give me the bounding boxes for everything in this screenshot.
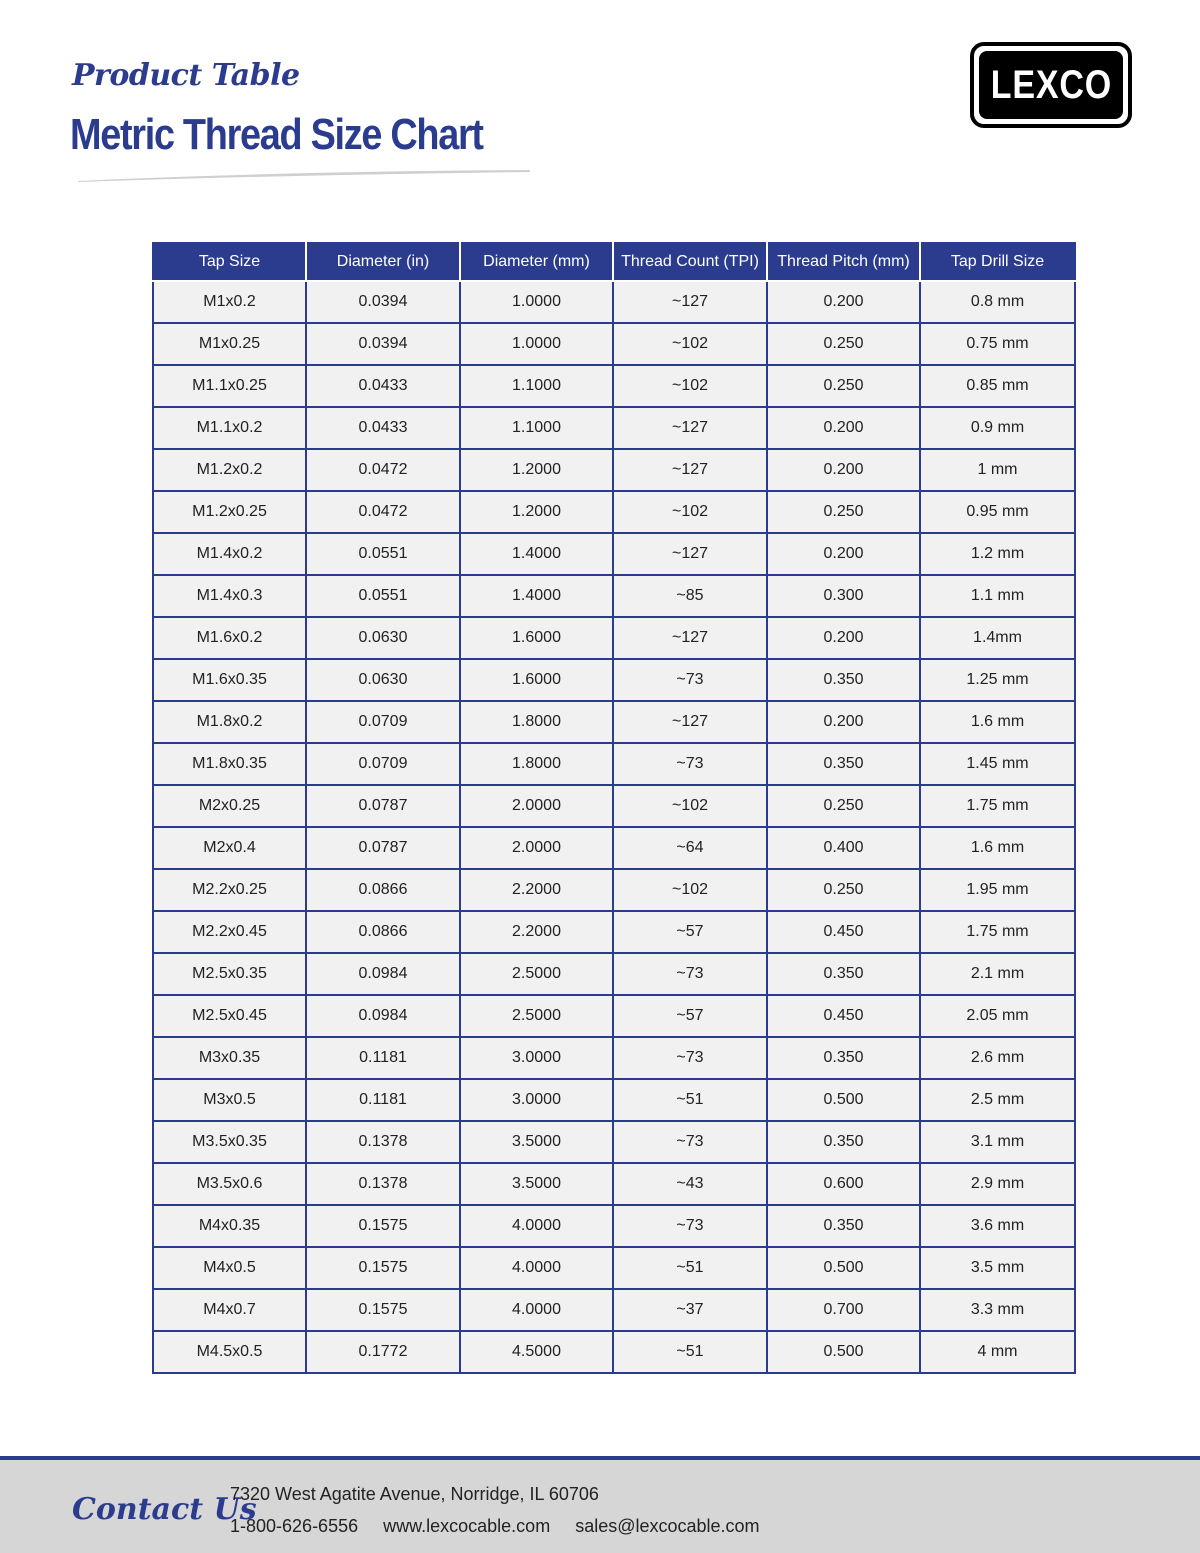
table-cell: 0.0551 [306,533,460,575]
table-cell: 0.200 [767,701,920,743]
table-cell: 0.0866 [306,869,460,911]
table-cell: ~127 [613,701,767,743]
table-cell: M2x0.4 [153,827,306,869]
table-row [153,281,1075,323]
table-row [153,449,1075,491]
table-cell: M4.5x0.5 [153,1331,306,1373]
table-cell: 1.75 mm [920,785,1075,827]
column-header: Thread Pitch (mm) [767,243,920,281]
table-row [153,659,1075,701]
table-cell: 0.200 [767,281,920,323]
table-cell: 0.1378 [306,1121,460,1163]
table-cell: 1.1 mm [920,575,1075,617]
table-cell: ~51 [613,1079,767,1121]
contact-phone[interactable]: 1-800-626-6556 [230,1516,359,1536]
table-cell: 4.0000 [460,1289,613,1331]
table-cell: M1.4x0.3 [153,575,306,617]
contact-details [230,1516,780,1537]
column-header: Thread Count (TPI) [613,243,767,281]
column-header: Diameter (in) [306,243,460,281]
table-cell: 0.300 [767,575,920,617]
column-header: Diameter (mm) [460,243,613,281]
table-cell: 1.1000 [460,365,613,407]
table-cell: M1.6x0.35 [153,659,306,701]
table-cell: 0.0394 [306,323,460,365]
table-cell: 0.9 mm [920,407,1075,449]
table-cell: ~73 [613,1037,767,1079]
table-cell: 0.85 mm [920,365,1075,407]
table-cell: 0.250 [767,869,920,911]
contact-address: 7320 West Agatite Avenue, Norridge, IL 60706 [230,1484,599,1504]
table-row [153,743,1075,785]
table-cell: 0.250 [767,323,920,365]
table-cell: 0.0630 [306,659,460,701]
table-cell: 0.0433 [306,407,460,449]
table-body [153,281,1075,1373]
table-cell: 1.45 mm [920,743,1075,785]
table-cell: ~102 [613,365,767,407]
table-cell: 3.6 mm [920,1205,1075,1247]
page-header [0,0,1200,200]
table-cell: 0.250 [767,491,920,533]
table-cell: 0.75 mm [920,323,1075,365]
table-cell: ~51 [613,1247,767,1289]
table-cell: M4x0.35 [153,1205,306,1247]
table-row [153,533,1075,575]
table-cell: M1.2x0.2 [153,449,306,491]
table-cell: M2.5x0.35 [153,953,306,995]
table-cell: 1.6 mm [920,701,1075,743]
table-cell: 3.5000 [460,1121,613,1163]
table-row [153,869,1075,911]
table-row [153,1205,1075,1247]
table-cell: 0.500 [767,1331,920,1373]
table-cell: 0.500 [767,1247,920,1289]
table-cell: ~127 [613,281,767,323]
table-row [153,827,1075,869]
table-cell: 0.200 [767,533,920,575]
table-cell: 3.3 mm [920,1289,1075,1331]
table-cell: 2.0000 [460,827,613,869]
table-cell: 0.0709 [306,743,460,785]
table-cell: M3.5x0.35 [153,1121,306,1163]
table-cell: 0.8 mm [920,281,1075,323]
table-cell: M1x0.25 [153,323,306,365]
table-cell: ~102 [613,785,767,827]
table-cell: 0.0866 [306,911,460,953]
table-cell: ~127 [613,533,767,575]
table-cell: M2x0.25 [153,785,306,827]
table-cell: 1.2 mm [920,533,1075,575]
table-cell: ~37 [613,1289,767,1331]
table-cell: 1.25 mm [920,659,1075,701]
column-header: Tap Size [153,243,306,281]
table-cell: 0.250 [767,365,920,407]
table-row [153,1331,1075,1373]
table-cell: 0.350 [767,1121,920,1163]
table-cell: 3.5000 [460,1163,613,1205]
table-row [153,785,1075,827]
table-cell: M1.1x0.2 [153,407,306,449]
table-cell: ~102 [613,491,767,533]
table-cell: 0.0984 [306,953,460,995]
table-cell: 0.0472 [306,491,460,533]
table-row [153,323,1075,365]
table-cell: M3x0.5 [153,1079,306,1121]
table-row [153,1121,1075,1163]
table-cell: 1.95 mm [920,869,1075,911]
table-cell: 2.05 mm [920,995,1075,1037]
table-cell: ~43 [613,1163,767,1205]
table-cell: 0.0630 [306,617,460,659]
page-subtitle: Product Table [72,58,300,93]
table-cell: ~73 [613,953,767,995]
table-cell: 3.0000 [460,1037,613,1079]
table-cell: ~57 [613,995,767,1037]
column-header: Tap Drill Size [920,243,1075,281]
table-cell: M1.6x0.2 [153,617,306,659]
table-cell: 2.6 mm [920,1037,1075,1079]
table-cell: M3x0.35 [153,1037,306,1079]
contact-website-link[interactable]: www.lexcocable.com [383,1516,551,1536]
table-cell: 0.200 [767,449,920,491]
table-row [153,617,1075,659]
table-cell: ~73 [613,1205,767,1247]
table-cell: 1.8000 [460,743,613,785]
table-cell: 0.0472 [306,449,460,491]
table-cell: 0.350 [767,1037,920,1079]
table-cell: 0.95 mm [920,491,1075,533]
table-cell: 1.2000 [460,491,613,533]
table-cell: M1.1x0.25 [153,365,306,407]
table-cell: 3.0000 [460,1079,613,1121]
table-cell: 2.2000 [460,911,613,953]
table-cell: ~73 [613,743,767,785]
contact-title: Contact Us [72,1492,257,1527]
table-cell: ~102 [613,869,767,911]
table-cell: 1.4000 [460,575,613,617]
contact-email-link[interactable]: sales@lexcocable.com [575,1516,760,1536]
table-cell: 0.0787 [306,785,460,827]
table-cell: 2.0000 [460,785,613,827]
table-cell: M1.4x0.2 [153,533,306,575]
table-cell: 0.1181 [306,1037,460,1079]
table-cell: 3.1 mm [920,1121,1075,1163]
table-cell: 1.0000 [460,281,613,323]
table-cell: 0.400 [767,827,920,869]
table-cell: 0.350 [767,659,920,701]
table-row [153,1289,1075,1331]
table-cell: 1.8000 [460,701,613,743]
table-cell: ~85 [613,575,767,617]
table-cell: ~102 [613,323,767,365]
table-cell: 2.1 mm [920,953,1075,995]
table-cell: 0.350 [767,1205,920,1247]
table-cell: 1.6 mm [920,827,1075,869]
table-cell: 2.5000 [460,953,613,995]
table-cell: ~57 [613,911,767,953]
table-cell: M1.8x0.35 [153,743,306,785]
table-cell: 1.1000 [460,407,613,449]
table-cell: 0.600 [767,1163,920,1205]
table-cell: 1.6000 [460,659,613,701]
table-cell: ~64 [613,827,767,869]
table-cell: 1.2000 [460,449,613,491]
table-cell: M1x0.2 [153,281,306,323]
table-cell: M2.2x0.25 [153,869,306,911]
table-cell: 0.450 [767,995,920,1037]
table-cell: ~73 [613,659,767,701]
table-row [153,1079,1075,1121]
table-cell: 0.1181 [306,1079,460,1121]
table-cell: M4x0.5 [153,1247,306,1289]
table-cell: 1.0000 [460,323,613,365]
table-row [153,701,1075,743]
table-cell: M1.2x0.25 [153,491,306,533]
table-cell: ~127 [613,617,767,659]
table-cell: 0.350 [767,743,920,785]
table-cell: 4.5000 [460,1331,613,1373]
table-row [153,1037,1075,1079]
table-cell: 2.9 mm [920,1163,1075,1205]
table-cell: 1.75 mm [920,911,1075,953]
table-cell: 0.250 [767,785,920,827]
table-cell: 3.5 mm [920,1247,1075,1289]
table-cell: 4.0000 [460,1205,613,1247]
table-cell: ~51 [613,1331,767,1373]
table-row [153,953,1075,995]
table-cell: 0.200 [767,407,920,449]
contact-footer [0,1456,1200,1553]
title-underline-swoosh [76,168,532,184]
table-cell: M3.5x0.6 [153,1163,306,1205]
table-cell: 2.5 mm [920,1079,1075,1121]
table-cell: 0.0433 [306,365,460,407]
table-cell: 0.350 [767,953,920,995]
table-row [153,407,1075,449]
table-cell: 2.5000 [460,995,613,1037]
table-cell: ~127 [613,449,767,491]
lexco-logo [970,42,1132,128]
table-cell: 0.1378 [306,1163,460,1205]
table-cell: 1.4000 [460,533,613,575]
table-cell: 0.0394 [306,281,460,323]
table-cell: ~73 [613,1121,767,1163]
table-cell: 2.2000 [460,869,613,911]
table-header-row [153,243,1075,281]
thread-size-table [152,242,1076,1374]
table-cell: 0.0709 [306,701,460,743]
table-cell: M4x0.7 [153,1289,306,1331]
table-cell: 0.1575 [306,1205,460,1247]
table-cell: 0.0551 [306,575,460,617]
table-row [153,911,1075,953]
table-row [153,1163,1075,1205]
table-cell: M2.2x0.45 [153,911,306,953]
logo-text: LEXCO [990,62,1112,107]
table-cell: 4.0000 [460,1247,613,1289]
table-cell: 1.4mm [920,617,1075,659]
table-row [153,365,1075,407]
table-cell: M1.8x0.2 [153,701,306,743]
table-row [153,491,1075,533]
table-cell: 0.0984 [306,995,460,1037]
table-cell: ~127 [613,407,767,449]
table-cell: 0.500 [767,1079,920,1121]
table-row [153,575,1075,617]
table-row [153,1247,1075,1289]
table-cell: 0.200 [767,617,920,659]
table-cell: 0.0787 [306,827,460,869]
table-cell: 0.450 [767,911,920,953]
table-cell: 0.700 [767,1289,920,1331]
table-cell: 1.6000 [460,617,613,659]
table-cell: 1 mm [920,449,1075,491]
table-cell: M2.5x0.45 [153,995,306,1037]
table-row [153,995,1075,1037]
table-cell: 0.1575 [306,1289,460,1331]
page-title: Metric Thread Size Chart [70,110,483,159]
table-cell: 0.1772 [306,1331,460,1373]
table-cell: 4 mm [920,1331,1075,1373]
table-cell: 0.1575 [306,1247,460,1289]
